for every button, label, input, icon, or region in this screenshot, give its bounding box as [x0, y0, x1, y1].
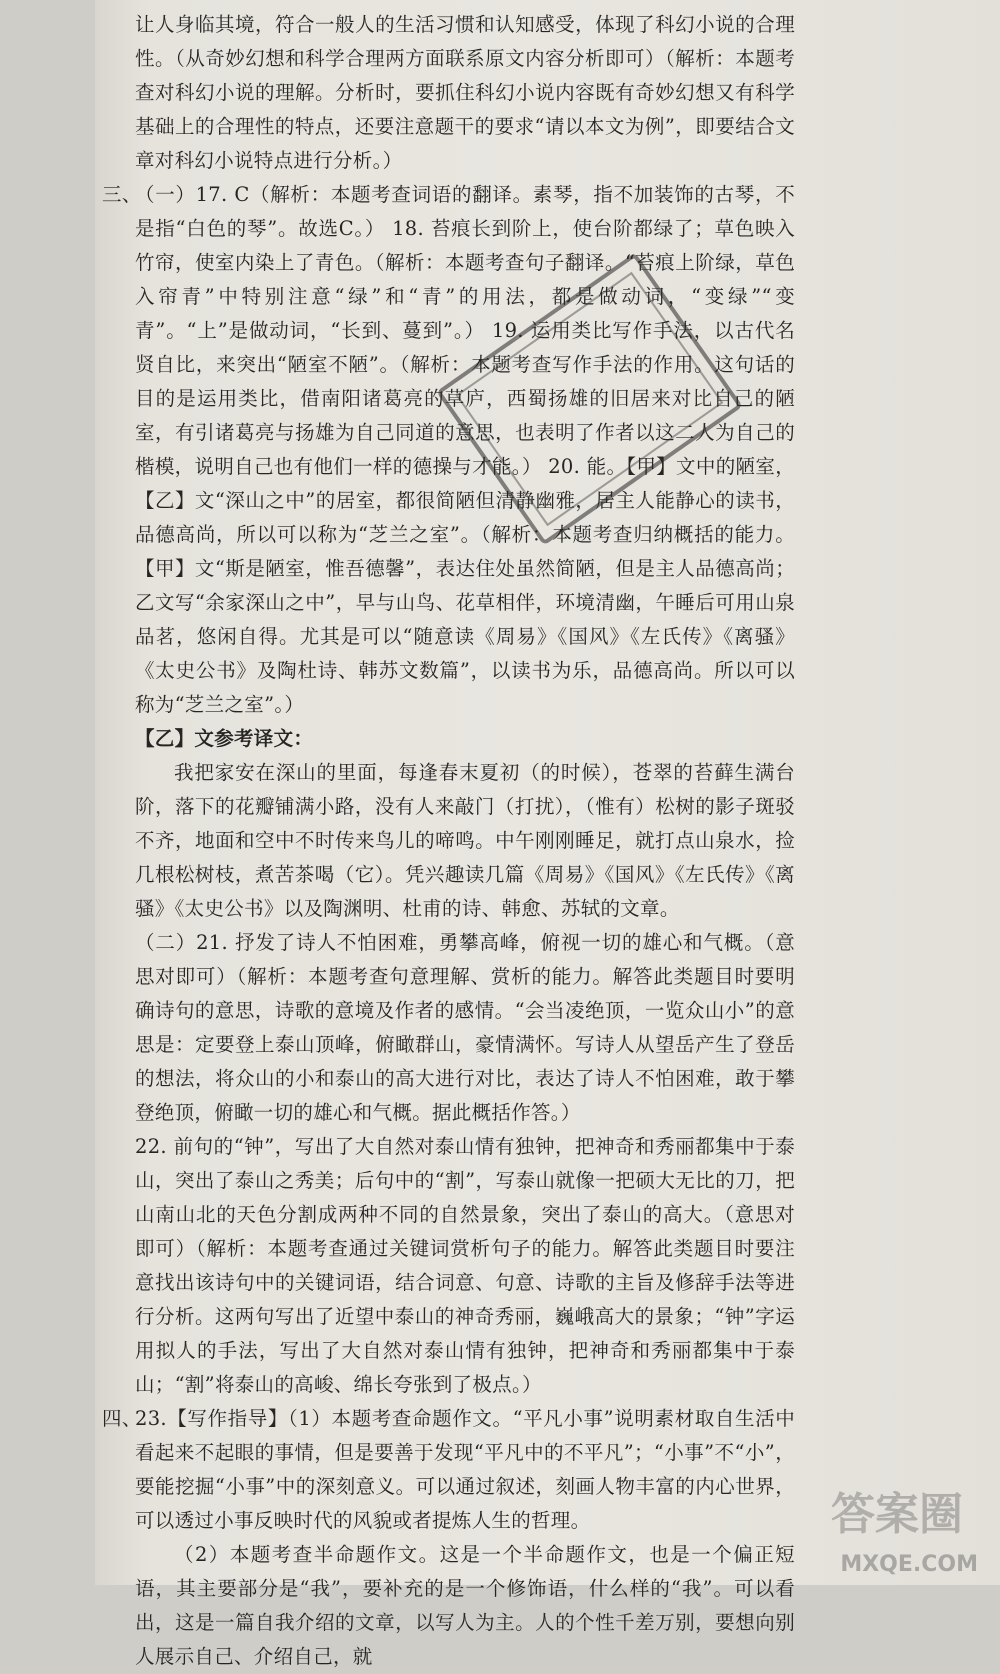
paragraph-section-4: 四、 23.【写作指导】（1）本题考查命题作文。“平凡小事”说明素材取自生活中看起来不起眼的事情，但是要善于发现“平凡中的不平凡”；“小事”不“小”，要能挖掘“小事”中的深刻意义。可以通过叙述，刻画人物丰富的内心世界，可以透过小事反映时代的风貌或者提炼人生的哲理。: [135, 1402, 795, 1538]
paragraph-1: 让人身临其境，符合一般人的生活习惯和认知感受，体现了科幻小说的合理性。（从奇妙幻想和科学合理两方面联系原文内容分析即可）（解析：本题考查对科幻小说的理解。分析时，要抓住科幻小说内容既有奇妙幻想又有科学基础上的合理性的特点，还要注意题干的要求“请以本文为例”，即要结合文章对科幻小说特点进行分析。）: [135, 13, 795, 172]
paragraph-22: 22. 前句的“钟”，写出了大自然对泰山情有独钟，把神奇和秀丽都集中于泰山，突出了泰山之秀美；后句中的“割”，写泰山就像一把硕大无比的刀，把山南山北的天色分割成两种不同的自然景象，突出了泰山的高大。（意思对即可）（解析：本题考查通过关键词赏析句子的能力。解答此类题目时要注意找出该诗句中的关键词语，结合词意、句意、诗歌的主旨及修辞手法等进行分析。这两句写出了近望中泰山的神奇秀丽，巍峨高大的景象；“钟”字运用拟人的手法，写出了大自然对泰山情有独钟，把神奇和秀丽都集中于泰山；“割”将泰山的高峻、绵长夸张到了极点。）: [135, 1135, 795, 1396]
translation-paragraph: 我把家安在深山的里面，每逢春末夏初（的时候），苍翠的苔藓生满台阶，落下的花瓣铺满小路，没有人来敲门（打扰），（惟有）松树的影子斑驳不齐，地面和空中不时传来鸟儿的啼鸣。中午刚刚睡足，就打点山泉水，捡几根松树枝，煮苦茶喝（它）。凭兴趣读几篇《周易》《国风》《左氏传》《离骚》《太史公书》以及陶渊明、杜甫的诗、韩愈、苏轼的文章。: [135, 761, 795, 920]
section-marker: 四、: [102, 1407, 142, 1430]
watermark-logo: 答案圈: [831, 1489, 963, 1540]
paragraph-section-3: 三、 （一）17. C（解析：本题考查词语的翻译。素琴，指不加装饰的古琴，不是指“白色的琴”。故选C。） 18. 苔痕长到阶上，使台阶都绿了；草色映入竹帘，使室内染上了青色。（解析：本题考查句子翻译。“苔痕上阶绿，草色入帘青”中特别注意“绿”和“青”的用法，都是做动词，“变绿”“变青”。“上”是做动词，“长到、蔓到”。） 19. 运用类比写作手法，以古代名贤自比，来突出“陋室不陋”。（解析：本题考查写作手法的作用。这句话的目的是运用类比，借南阳诸葛亮的草庐，西蜀扬雄的旧居来对比自己的陋室，有引诸葛亮与扬雄为自己同道的意思，也表明了作者以这二人为自己的楷模，说明自己也有他们一样的德操与才能。） 20. 能。【甲】文中的陋室，【乙】文“深山之中”的居室，都很简陋但清静幽雅，居主人能静心的读书，品德高尚，所以可以称为“芝兰之室”。（解析：本题考查归纳概括的能力。【甲】文“斯是陋室，惟吾德馨”，表达住处虽然简陋，但是主人品德高尚；乙文写“余家深山之中”，早与山鸟、花草相伴，环境清幽，午睡后可用山泉品茗，悠闲自得。尤其是可以“随意读《周易》《国风》《左氏传》《离骚》《太史公书》及陶杜诗、韩苏文数篇”，以读书为乐，品德高尚。所以可以称为“芝兰之室”。）: [135, 178, 795, 722]
paragraph-21: （二）21. 抒发了诗人不怕困难，勇攀高峰，俯视一切的雄心和气概。（意思对即可）（解析：本题考查句意理解、赏析的能力。解答此类题目时要明确诗句的意思，诗歌的意境及作者的感情。“会当凌绝顶，一览众山小”的意思是：定要登上泰山顶峰，俯瞰群山，豪情满怀。写诗人从望岳产生了登岳的想法，将众山的小和泰山的高大进行对比，表达了诗人不怕困难，敢于攀登绝顶，俯瞰一切的雄心和气概。据此概括作答。）: [135, 931, 795, 1124]
watermark-url: MXQE.COM: [840, 1552, 978, 1577]
paragraph-23-2: （2）本题考查半命题作文。这是一个半命题作文，也是一个偏正短语，其主要部分是“我”，要补充的是一个修饰语，什么样的“我”。可以看出，这是一篇自我介绍的文章，以写人为主。人的个性千差万别，要想向别人展示自己、介绍自己，就: [135, 1543, 795, 1668]
translation-heading: 【乙】文参考译文：: [135, 727, 314, 750]
answer-text-body: [102, 8, 795, 1674]
section-marker: 三、: [102, 183, 142, 206]
